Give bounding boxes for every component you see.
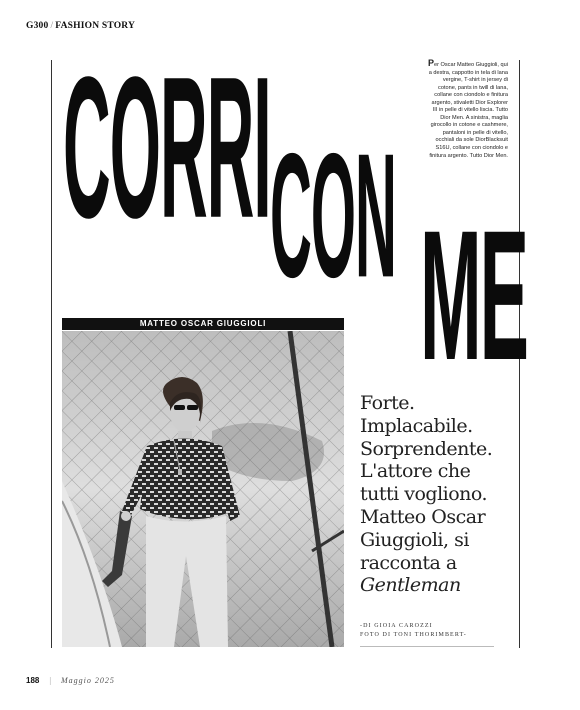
- intro-line: Forte.: [360, 392, 415, 414]
- section-label: FASHION STORY: [55, 21, 136, 31]
- intro-line: Implacabile.: [360, 414, 473, 437]
- headline-word-corri: CORRI: [63, 33, 271, 260]
- photo-caption: [426, 57, 508, 160]
- caption-dropcap: P: [427, 58, 434, 68]
- caption-text: er Oscar Matteo Giuggioli, qui a destra, cappotto in tela di lana vergine, T-shirt in jersey di cotone, pants in twill di lana, collane con ciondolo e finitura argento, stivaletti Dior Explorer III in pelle di vitello liscia. Tutto Dior Men. A sinistra, maglia girocollo in cotone e cashmere, pantaloni in pelle di vitello, occhiali da sole DiorBlacksuit S16U, collane con ciondolo e finitura argento. Tutto Dior Men.: [428, 62, 508, 159]
- footer-separator: |: [49, 676, 51, 685]
- brand-logo: G300: [26, 21, 49, 31]
- intro-line: Giuggioli, si: [360, 528, 469, 551]
- issue-date: Maggio 2025: [60, 676, 115, 685]
- header-separator: /: [50, 21, 54, 31]
- intro-line: L'attore che: [360, 460, 471, 483]
- hero-photo: [62, 331, 344, 647]
- portrait-illustration: [62, 331, 344, 647]
- byline-author: -DI GIOIA CAROZZI: [360, 623, 433, 629]
- page-header: [26, 21, 135, 31]
- intro-publication-name: Gentleman: [360, 574, 461, 597]
- intro-line: racconta a: [360, 551, 457, 574]
- intro-standfirst: [360, 392, 510, 597]
- page-number: 188: [26, 676, 40, 685]
- intro-line: tutti vogliono.: [360, 483, 488, 506]
- byline-rule: [360, 646, 494, 647]
- byline-photographer: FOTO DI TONI THORIMBERT-: [360, 631, 467, 638]
- left-rule: [51, 60, 52, 648]
- page-footer: [26, 676, 115, 685]
- headline-word-me: ME: [420, 191, 527, 399]
- intro-line: Matteo Oscar: [360, 505, 486, 528]
- byline: [360, 622, 467, 639]
- headline-word-con: CON: [270, 117, 396, 317]
- subject-name-bar: MATTEO OSCAR GIUGGIOLI: [62, 318, 344, 330]
- intro-line: Sorprendente.: [360, 437, 493, 460]
